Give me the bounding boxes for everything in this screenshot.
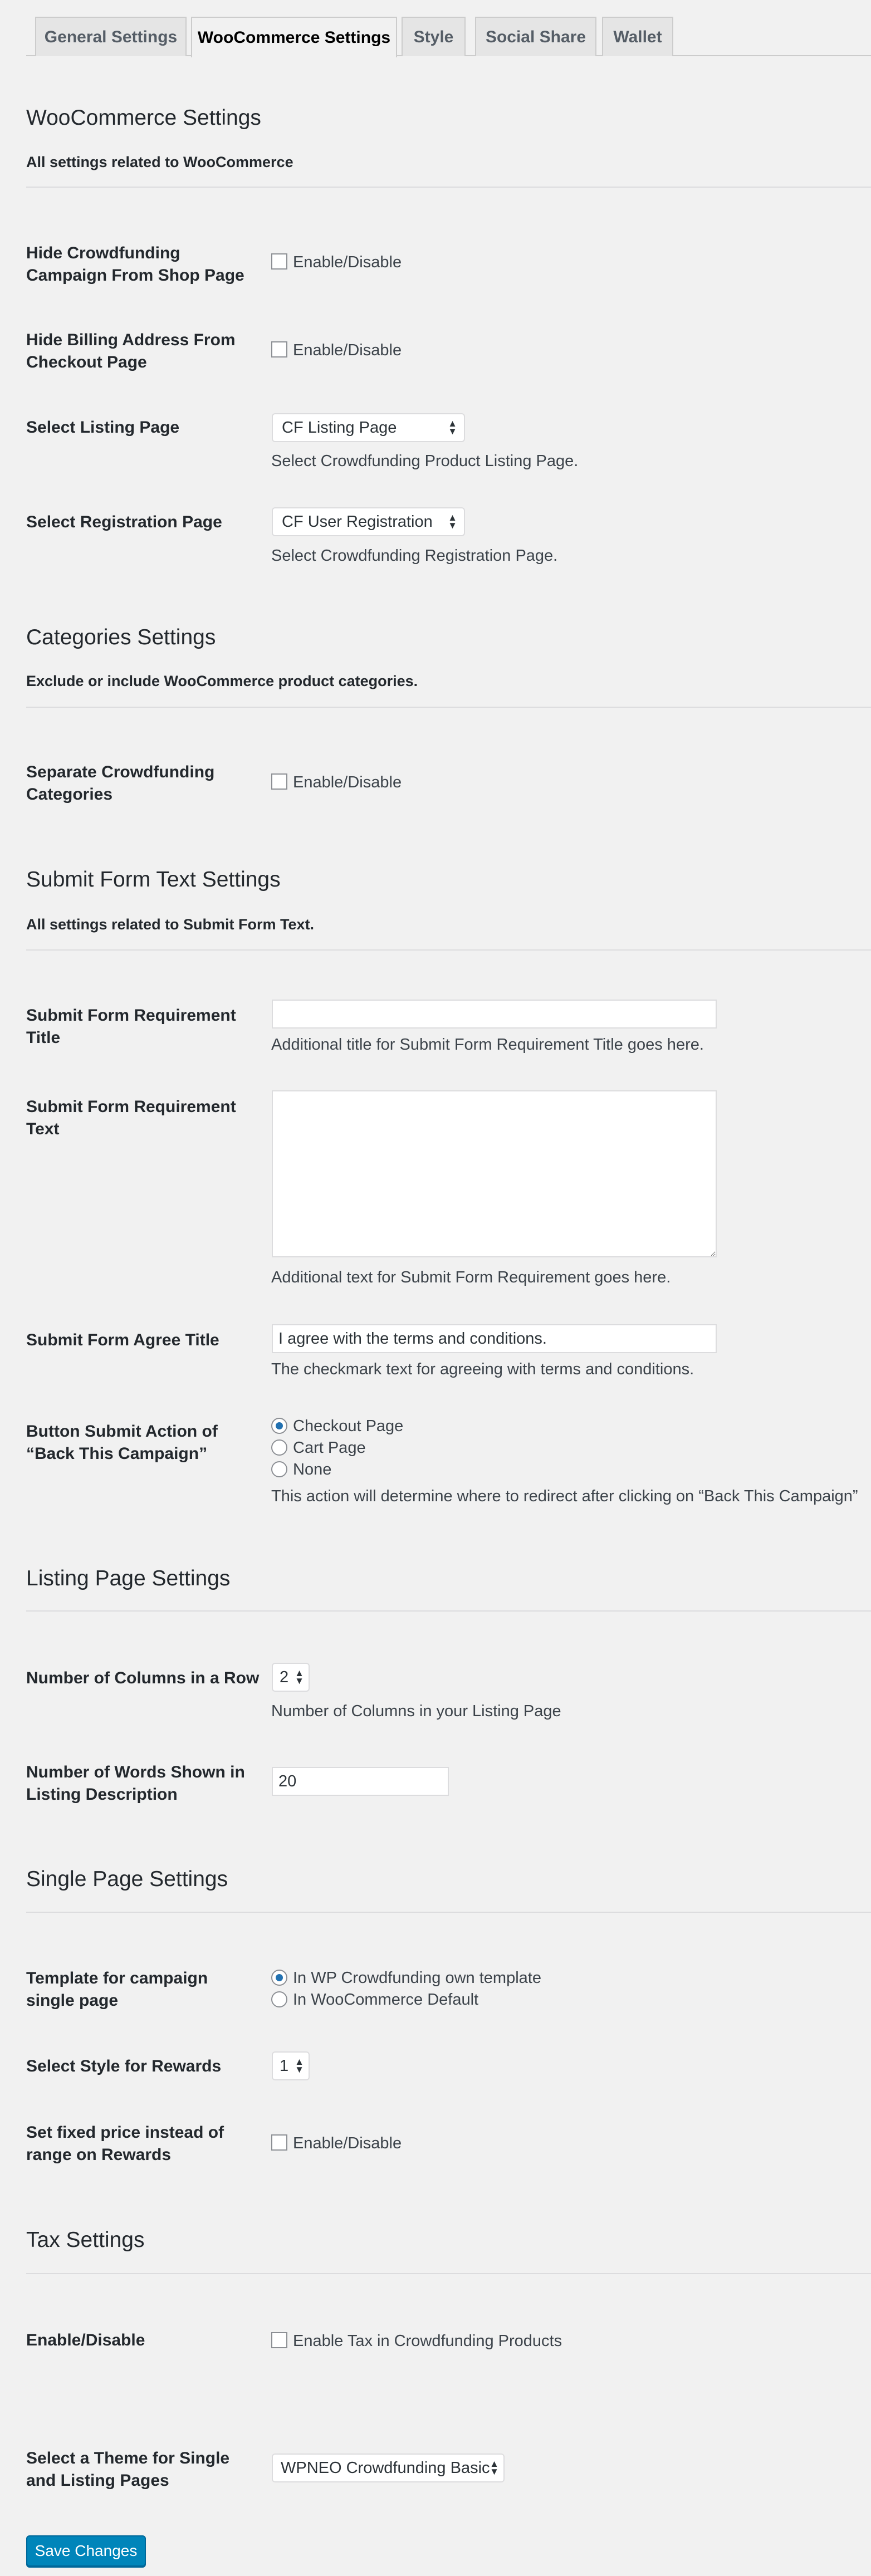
tax-enable-label: Enable/Disable — [26, 2331, 145, 2349]
hide-billing-checkbox[interactable] — [271, 341, 287, 357]
hide-campaign-checkbox-label[interactable]: Enable/Disable — [293, 253, 402, 271]
woocommerce-settings-heading: WooCommerce Settings — [26, 106, 261, 130]
separate-categories-label: Separate Crowdfunding Categories — [26, 763, 215, 804]
listing-settings-heading: Listing Page Settings — [26, 1566, 231, 1590]
woocommerce-settings-subtitle: All settings related to WooCommerce — [26, 154, 293, 170]
categories-settings-subtitle: Exclude or include WooCommerce product categories. — [26, 673, 418, 689]
theme-label: Select a Theme for Single and Listing Pages — [26, 2449, 230, 2490]
columns-label: Number of Columns in a Row — [26, 1669, 260, 1687]
submit-action-radio-none[interactable] — [271, 1461, 287, 1477]
registration-page-select[interactable] — [272, 507, 465, 536]
section-divider — [26, 187, 871, 188]
fixed-price-checkbox[interactable] — [271, 2134, 287, 2151]
listing-page-select[interactable] — [272, 413, 465, 442]
enable-tax-checkbox-label[interactable]: Enable Tax in Crowdfunding Products — [293, 2332, 562, 2350]
hide-campaign-checkbox[interactable] — [271, 253, 287, 270]
requirement-title-input[interactable] — [272, 1000, 717, 1029]
theme-select[interactable] — [272, 2453, 505, 2482]
select-arrows-icon: ▲ ▼ — [295, 2056, 304, 2075]
listing-page-description: Select Crowdfunding Product Listing Page. — [271, 452, 579, 470]
tab-woocommerce-settings[interactable]: WooCommerce Settings — [191, 17, 397, 57]
template-option-label[interactable]: In WooCommerce Default — [293, 1991, 479, 2009]
submit-form-settings-subtitle: All settings related to Submit Form Text. — [26, 916, 315, 933]
submit-action-description: This action will determine where to redirect after clicking on “Back This Campaign” — [271, 1487, 858, 1505]
rewards-style-label: Select Style for Rewards — [26, 2057, 222, 2075]
tab-style[interactable]: Style — [402, 17, 466, 56]
save-changes-button[interactable]: Save Changes — [26, 2535, 146, 2567]
requirement-text-textarea[interactable] — [272, 1090, 717, 1257]
hide-campaign-label: Hide Crowdfunding Campaign From Shop Page — [26, 244, 244, 285]
columns-select-value: 2 — [280, 1668, 289, 1686]
theme-select-value: WPNEO Crowdfunding Basic — [281, 2459, 490, 2477]
section-divider — [26, 949, 871, 951]
submit-action-option-label[interactable]: None — [293, 1461, 332, 1478]
tab-wallet[interactable]: Wallet — [602, 17, 673, 56]
registration-page-description: Select Crowdfunding Registration Page. — [271, 547, 558, 565]
requirement-title-description: Additional title for Submit Form Requirement Title goes here. — [271, 1036, 704, 1054]
requirement-text-description: Additional text for Submit Form Requirement goes here. — [271, 1269, 671, 1286]
template-option-label[interactable]: In WP Crowdfunding own template — [293, 1969, 541, 1987]
section-divider — [26, 1912, 871, 1913]
submit-action-option-label[interactable]: Checkout Page — [293, 1417, 404, 1435]
submit-action-label: Button Submit Action of “Back This Campaign” — [26, 1422, 218, 1463]
section-divider — [26, 2273, 871, 2274]
rewards-style-select-value: 1 — [280, 2056, 289, 2075]
columns-select[interactable] — [272, 1663, 310, 1692]
template-radio-woocommerce[interactable] — [271, 1991, 287, 2007]
registration-page-select-value: CF User Registration — [282, 512, 433, 531]
submit-action-option-label[interactable]: Cart Page — [293, 1439, 366, 1457]
enable-tax-checkbox[interactable] — [271, 2332, 287, 2348]
agree-title-input[interactable] — [272, 1324, 717, 1353]
separate-categories-checkbox[interactable] — [271, 773, 287, 790]
template-radio-own[interactable] — [271, 1970, 287, 1986]
submit-form-settings-heading: Submit Form Text Settings — [26, 868, 281, 892]
select-arrows-icon: ▲ ▼ — [490, 2459, 499, 2477]
requirement-text-label: Submit Form Requirement Text — [26, 1098, 236, 1138]
fixed-price-label: Set fixed price instead of range on Rewards — [26, 2123, 224, 2164]
agree-title-description: The checkmark text for agreeing with terms and conditions. — [271, 1360, 694, 1378]
rewards-style-select[interactable] — [272, 2051, 310, 2080]
words-input[interactable] — [272, 1767, 449, 1796]
tab-social-share[interactable]: Social Share — [475, 17, 596, 56]
select-arrows-icon: ▲ ▼ — [448, 512, 457, 531]
settings-tabs — [26, 0, 871, 56]
single-settings-heading: Single Page Settings — [26, 1867, 228, 1891]
words-label: Number of Words Shown in Listing Description — [26, 1763, 245, 1804]
tax-settings-heading: Tax Settings — [26, 2228, 145, 2252]
listing-page-label: Select Listing Page — [26, 418, 180, 437]
section-divider — [26, 1610, 871, 1612]
tab-general-settings[interactable]: General Settings — [35, 17, 187, 56]
template-label: Template for campaign single page — [26, 1969, 208, 2010]
submit-action-radio-checkout[interactable] — [271, 1418, 287, 1434]
requirement-title-label: Submit Form Requirement Title — [26, 1006, 236, 1047]
hide-billing-checkbox-label[interactable]: Enable/Disable — [293, 341, 402, 359]
categories-settings-heading: Categories Settings — [26, 625, 216, 649]
submit-action-radio-cart[interactable] — [271, 1439, 287, 1456]
section-divider — [26, 707, 871, 708]
agree-title-label: Submit Form Agree Title — [26, 1331, 219, 1349]
select-arrows-icon: ▲ ▼ — [295, 1668, 304, 1686]
hide-billing-label: Hide Billing Address From Checkout Page — [26, 331, 236, 371]
registration-page-label: Select Registration Page — [26, 513, 222, 531]
select-arrows-icon: ▲ ▼ — [448, 418, 457, 437]
columns-description: Number of Columns in your Listing Page — [271, 1702, 561, 1720]
fixed-price-checkbox-label[interactable]: Enable/Disable — [293, 2134, 402, 2152]
listing-page-select-value: CF Listing Page — [282, 418, 397, 437]
separate-categories-checkbox-label[interactable]: Enable/Disable — [293, 773, 402, 791]
